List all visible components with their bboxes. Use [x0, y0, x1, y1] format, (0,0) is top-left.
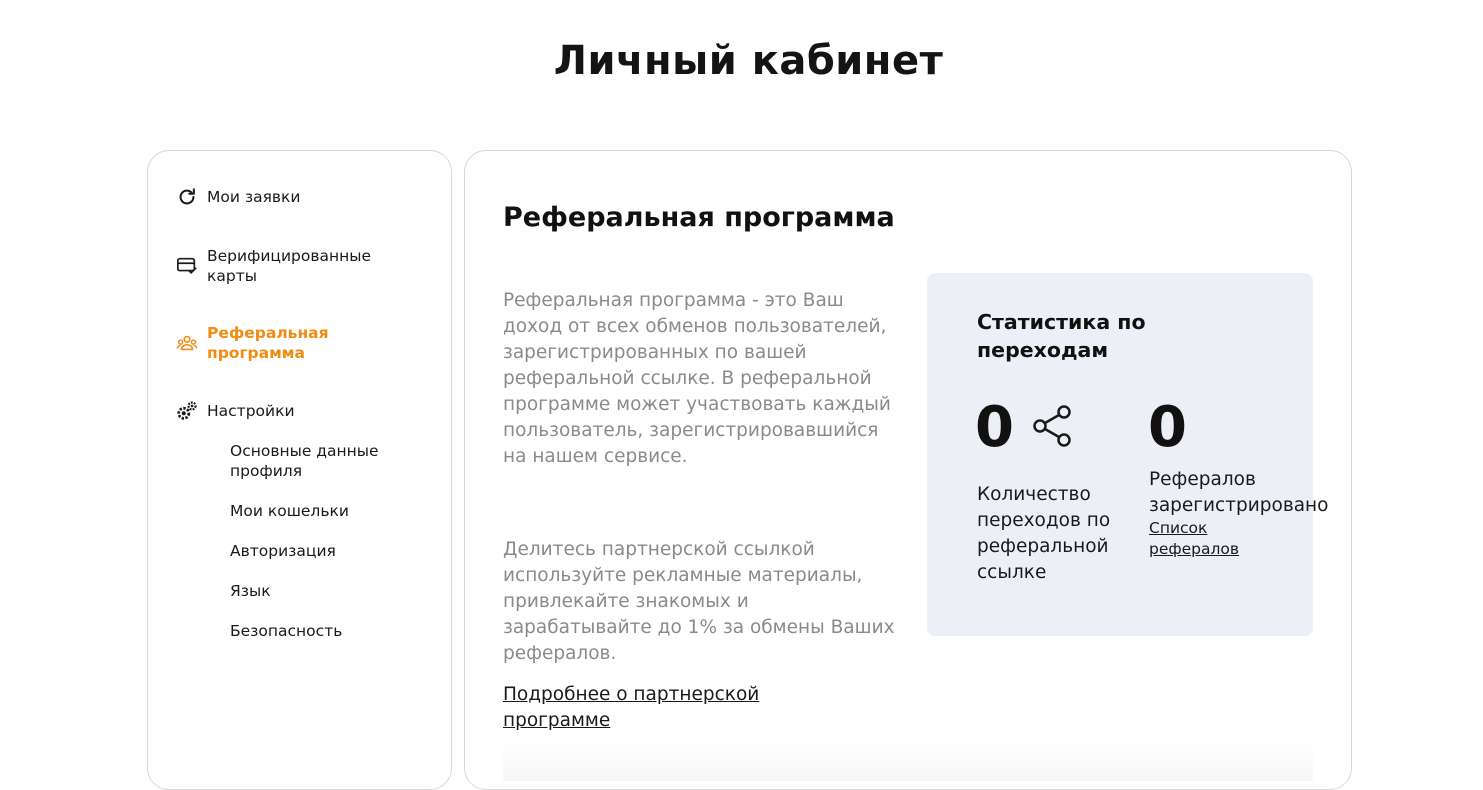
page-title: Личный кабинет	[553, 38, 944, 84]
sidebar-item-label: Мои заявки	[207, 188, 301, 206]
card-check-icon	[176, 255, 198, 277]
referrals-count: 0	[1148, 395, 1187, 460]
sidebar	[147, 150, 452, 790]
section-title: Реферальная программа	[503, 202, 895, 233]
panel-bottom-shadow	[503, 741, 1313, 781]
sidebar-item-verified-cards[interactable]	[176, 246, 397, 286]
settings-subitem-wallets[interactable]: Мои кошельки	[230, 502, 349, 520]
sidebar-item-label: Верифицированные карты	[207, 247, 372, 285]
settings-subitem-language[interactable]: Язык	[230, 582, 271, 600]
referral-people-icon	[176, 332, 198, 354]
referrals-label: Рефералов зарегистрировано	[1149, 469, 1329, 516]
sidebar-item-label: Реферальная программа	[207, 324, 329, 362]
stats-title: Статистика по переходам	[977, 310, 1146, 362]
description-paragraph: Делитесь партнерской ссылкой используйте рекламные материалы, привлекайте знакомых и зарабатывайте до 1% за обмены Ваших рефералов.	[503, 539, 895, 664]
settings-subitem-profile[interactable]: Основные данные профиля	[230, 442, 379, 480]
clicks-count: 0	[975, 395, 1014, 460]
sidebar-item-my-requests[interactable]	[176, 187, 301, 208]
clicks-label: Количество переходов по реферальной ссылке	[977, 484, 1111, 583]
settings-subitem-authorization[interactable]: Авторизация	[230, 542, 336, 560]
stats-card	[927, 273, 1329, 636]
share-icon[interactable]	[1030, 403, 1076, 449]
sidebar-item-referral[interactable]	[176, 323, 377, 363]
partner-program-more-link[interactable]: Подробнее о партнерской программе	[503, 684, 760, 731]
referral-program-panel	[464, 150, 1352, 790]
sidebar-item-settings[interactable]	[176, 401, 295, 422]
description-paragraph: Реферальная программа - это Ваш доход от всех обменов пользователей, зарегистрированных по вашей реферальной ссылке. В реферальной программе может участвовать каждый пользователь, зарегистрировавшийся на нашем сервисе.	[503, 290, 891, 467]
settings-subitem-security[interactable]: Безопасность	[230, 622, 343, 640]
referrals-list-link[interactable]: Список рефералов	[1149, 519, 1240, 558]
refresh-icon	[176, 186, 198, 208]
gears-icon	[176, 400, 198, 422]
sidebar-item-label: Настройки	[207, 402, 295, 420]
